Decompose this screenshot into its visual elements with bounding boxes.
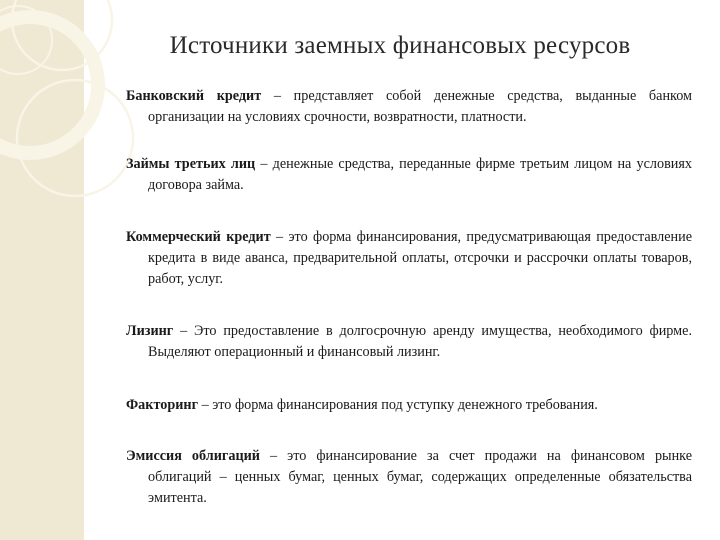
definition-item	[126, 86, 692, 128]
definition-term: Коммерческий кредит	[126, 229, 271, 245]
definition-item	[126, 321, 692, 363]
definition-item	[126, 154, 692, 196]
definition-term: Факторинг	[126, 397, 199, 413]
definition-term: Займы третьих лиц	[126, 156, 256, 172]
definition-item	[126, 395, 692, 416]
definition-term: Банковский кредит	[126, 88, 262, 104]
definition-list	[126, 86, 692, 509]
definition-term: Эмиссия облигаций	[126, 448, 260, 464]
slide-title: Источники заемных финансовых ресурсов	[169, 32, 631, 59]
definition-item	[126, 446, 692, 509]
definition-text: – представляет собой денежные средства, выданные банком организации на условиях срочности, возвратности, платности.	[148, 88, 693, 125]
definition-text: – это форма финансирования под уступку денежного требования.	[198, 397, 598, 413]
definition-text: – денежные средства, переданные фирме третьим лицом на условиях договора займа.	[148, 156, 692, 193]
definition-item	[126, 227, 692, 290]
definition-text: – это форма финансирования, предусматривающая предоставление кредита в виде аванса, предварительной оплаты, отсрочки и рассрочки оплаты товаров, работ, услуг.	[148, 229, 693, 287]
definition-text: – это финансирование за счет продажи на финансовом рынке облигаций – ценных бумаг, ценных бумаг, содержащих определенные обязательства эмитента.	[148, 448, 692, 506]
definition-term: Лизинг	[126, 323, 174, 339]
definition-text: – Это предоставление в долгосрочную аренду имущества, необходимого фирме. Выделяют операционный и финансовый лизинг.	[148, 323, 692, 360]
